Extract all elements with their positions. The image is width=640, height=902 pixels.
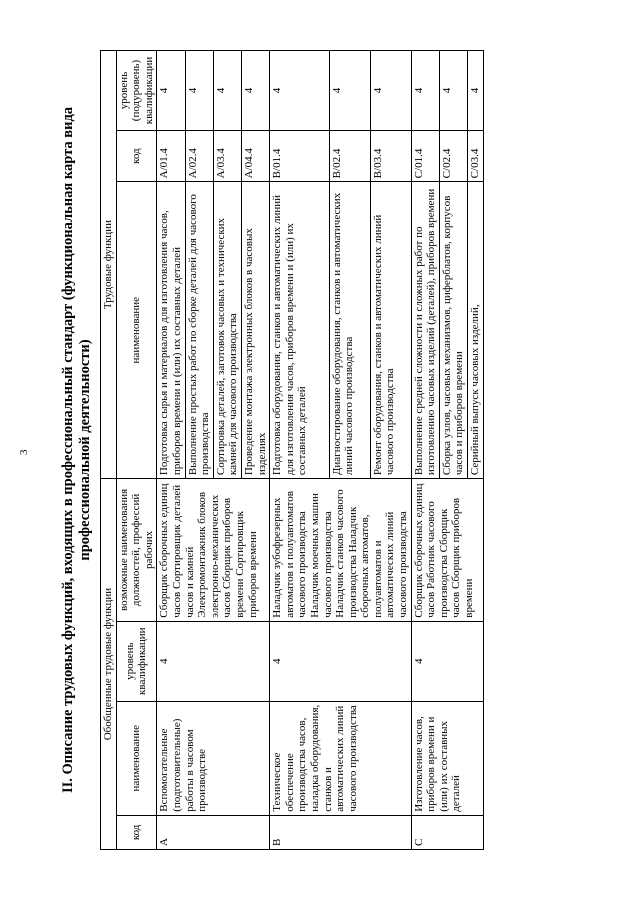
tf-name-cell: Серийный выпуск часовых изделий,: [468, 182, 484, 479]
tf-code-cell: B/03.4: [370, 130, 411, 181]
tf-code-cell: A/02.4: [185, 130, 213, 181]
heading-line-1: II. Описание трудовых функций, входящих в профессиональный стандарт (функциональная карта вида: [60, 106, 76, 794]
col-level-header: уровень квалификации: [116, 621, 157, 701]
functions-table: [100, 50, 484, 850]
section-heading: [60, 50, 94, 850]
tf-code-cell: C/02.4: [439, 130, 467, 181]
tf-level-cell: 4: [370, 51, 411, 131]
gtf-code-cell: C: [411, 815, 483, 849]
gtf-name-cell: Техническое обеспечение производства часов, наладка оборудования, станков и автоматических линий часового производства: [270, 701, 412, 815]
tf-name-cell: Проведение монтажа электронных блоков в часовых изделиях: [241, 182, 269, 479]
col-positions-header: возможные наименования должностей, профессий рабочих: [116, 479, 157, 622]
table-row: [270, 51, 329, 850]
group-generalized-header: Обобщенные трудовые функции: [101, 479, 117, 850]
gtf-code-cell: A: [157, 815, 270, 849]
table-row: [411, 51, 439, 850]
gtf-positions-cell: Сборщик сборочных единиц часов Сортировщик деталей часов и камней Электромонтажник блоков электронно-механических часов Сборщик приборов времени Сортировщик приборов времени: [157, 479, 270, 622]
tf-name-cell: Диагностирование оборудования, станков и автоматических линий часового производства: [329, 182, 370, 479]
tf-name-cell: Подготовка оборудования, станков и автоматических линий для изготовления часов, приборов времени и (или) их составных деталей: [270, 182, 329, 479]
tf-code-cell: C/03.4: [468, 130, 484, 181]
col-tf-code-header: код: [116, 130, 157, 181]
tf-level-cell: 4: [468, 51, 484, 131]
gtf-positions-cell: Сборщик сборочных единиц часов Работник часового производства Сборщик часов Сборщик приборов времени: [411, 479, 483, 622]
tf-level-cell: 4: [213, 51, 241, 131]
tf-name-cell: Сборка узлов, часовых механизмов, циферблатов, корпусов часов и приборов времени: [439, 182, 467, 479]
tf-level-cell: 4: [439, 51, 467, 131]
tf-level-cell: 4: [185, 51, 213, 131]
gtf-positions-cell: Наладчик зубофрезерных автоматов и полуавтоматов часового производства Наладчик моечных машин часового производства Наладчик станков часового производства Наладчик сборочных автоматов, полуавтоматов и автоматических линий часового производства: [270, 479, 412, 622]
col-tf-name-header: наименование: [116, 182, 157, 479]
tf-code-cell: B/02.4: [329, 130, 370, 181]
rotated-page: [18, 50, 580, 850]
table-row: [157, 51, 185, 850]
tf-level-cell: 4: [157, 51, 185, 131]
gtf-name-cell: Вспомогательные (подготовительные) работы в часовом производстве: [157, 701, 270, 815]
table-body: [157, 51, 483, 850]
gtf-level-cell: 4: [270, 621, 412, 701]
tf-code-cell: B/01.4: [270, 130, 329, 181]
tf-name-cell: Выполнение средней сложности и сложных работ по изготовлению часовых изделий (деталей), приборов времени: [411, 182, 439, 479]
gtf-level-cell: 4: [157, 621, 270, 701]
page-number: 3: [18, 449, 30, 455]
tf-level-cell: 4: [329, 51, 370, 131]
tf-code-cell: C/01.4: [411, 130, 439, 181]
col-code-header: код: [116, 815, 157, 849]
gtf-code-cell: B: [270, 815, 412, 849]
tf-level-cell: 4: [411, 51, 439, 131]
col-name-header: наименование: [116, 701, 157, 815]
tf-code-cell: A/04.4: [241, 130, 269, 181]
gtf-name-cell: Изготовление часов, приборов времени и (или) их составных деталей: [411, 701, 483, 815]
col-tf-level-header: уровень (подуровень) квалификации: [116, 51, 157, 131]
group-labor-header: Трудовые функции: [101, 51, 117, 479]
tf-name-cell: Сортировка деталей, заготовок часовых и технических камней для часового производства: [213, 182, 241, 479]
gtf-level-cell: 4: [411, 621, 483, 701]
tf-level-cell: 4: [241, 51, 269, 131]
heading-line-2: профессиональной деятельности): [77, 339, 93, 561]
tf-name-cell: Ремонт оборудования, станков и автоматических линий часового производства: [370, 182, 411, 479]
tf-code-cell: A/03.4: [213, 130, 241, 181]
tf-name-cell: Выполнение простых работ по сборке деталей для часового производства: [185, 182, 213, 479]
tf-level-cell: 4: [270, 51, 329, 131]
tf-code-cell: A/01.4: [157, 130, 185, 181]
tf-name-cell: Подготовка сырья и материалов для изготовления часов, приборов времени и (или) их составных деталей: [157, 182, 185, 479]
